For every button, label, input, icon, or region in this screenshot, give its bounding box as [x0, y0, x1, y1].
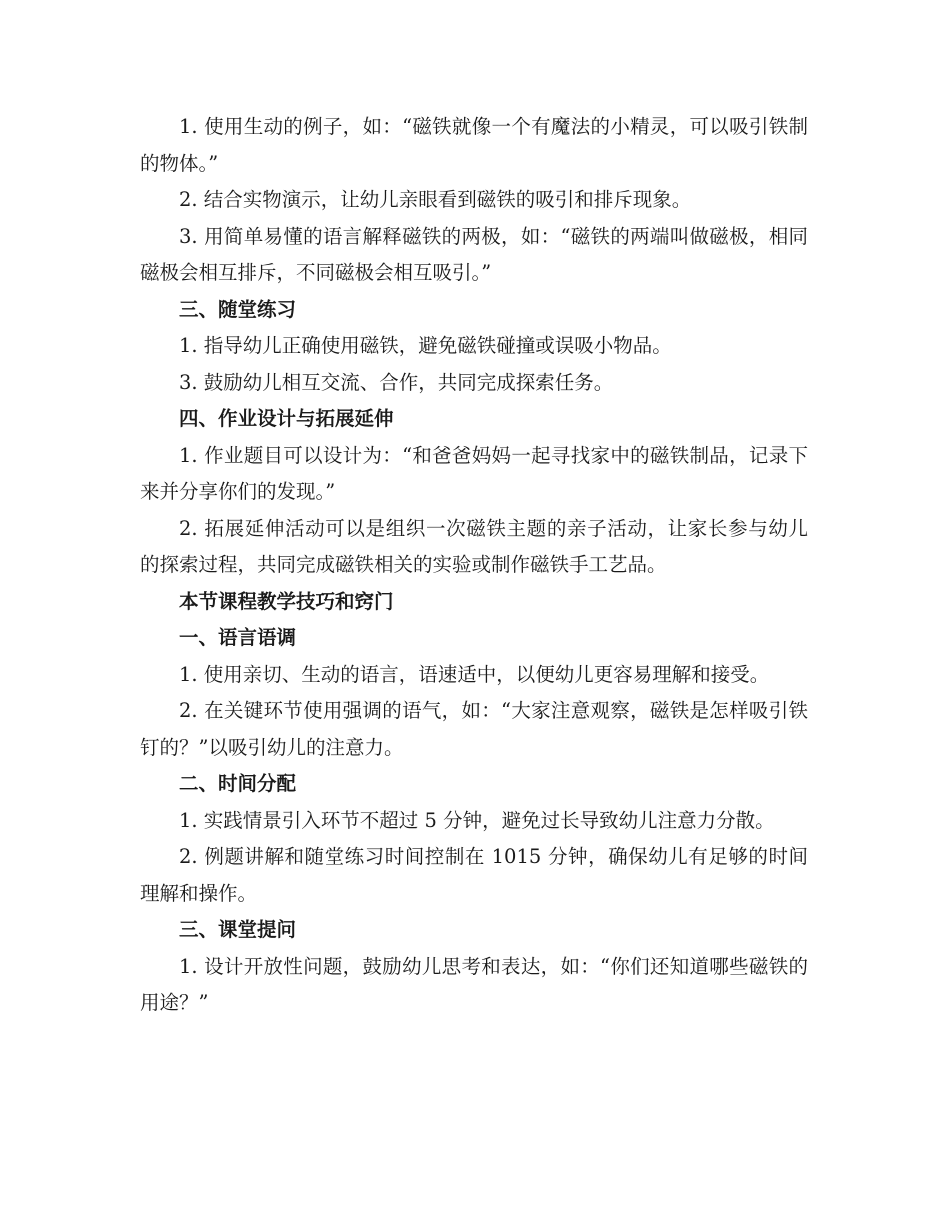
- section-heading: 二、时间分配: [179, 772, 297, 795]
- section-heading: 一、语言语调: [179, 626, 297, 649]
- paragraph: 1. 指导幼儿正确使用磁铁，避免磁铁碰撞或误吸小物品。: [179, 334, 672, 357]
- document-body: [140, 109, 808, 1022]
- paragraph: 1. 作业题目可以设计为：“和爸爸妈妈一起寻找家中的磁铁制品，记录下来并分享你们的发现。”: [140, 443, 808, 503]
- paragraph: 3. 用简单易懂的语言解释磁铁的两极，如：“磁铁的两端叫做磁极，相同磁极会相互排斥，不同磁极会相互吸引。”: [140, 224, 808, 284]
- section-heading: 三、随堂练习: [179, 297, 297, 321]
- paragraph: 2. 在关键环节使用强调的语气，如：“大家注意观察，磁铁是怎样吸引铁钉的？”以吸引幼儿的注意力。: [140, 699, 808, 759]
- paragraph: 2. 结合实物演示，让幼儿亲眼看到磁铁的吸引和排斥现象。: [179, 188, 692, 211]
- paragraph: 1. 使用亲切、生动的语言，语速适中，以便幼儿更容易理解和接受。: [179, 662, 770, 686]
- paragraph: 1. 实践情景引入环节不超过 5 分钟，避免过长导致幼儿注意力分散。: [179, 808, 775, 832]
- section-heading: 四、作业设计与拓展延伸: [179, 407, 394, 430]
- paragraph: 3. 鼓励幼儿相互交流、合作，共同完成探索任务。: [179, 370, 614, 394]
- section-heading: 三、课堂提问: [179, 918, 297, 941]
- paragraph: 2. 例题讲解和随堂练习时间控制在 1015 分钟，确保幼儿有足够的时间理解和操作。: [140, 845, 808, 905]
- section-heading: 本节课程教学技巧和窍门: [179, 589, 394, 613]
- paragraph: 2. 拓展延伸活动可以是组织一次磁铁主题的亲子活动，让家长参与幼儿的探索过程，共同完成磁铁相关的实验或制作磁铁手工艺品。: [140, 516, 808, 576]
- paragraph: 1. 设计开放性问题，鼓励幼儿思考和表达，如：“你们还知道哪些磁铁的用途？”: [140, 954, 808, 1014]
- paragraph: 1. 使用生动的例子，如：“磁铁就像一个有魔法的小精灵，可以吸引铁制的物体。”: [140, 115, 808, 175]
